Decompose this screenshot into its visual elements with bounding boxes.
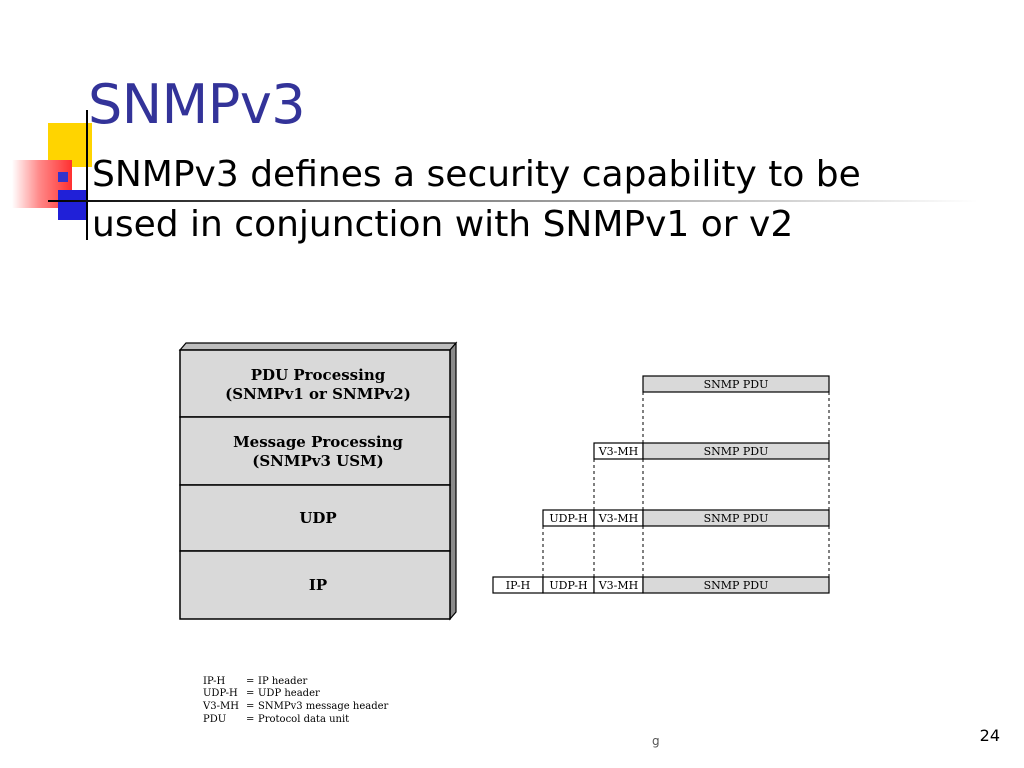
encapsulation-diagram xyxy=(493,376,829,593)
stack-top-face xyxy=(180,343,456,350)
row3-snmp-pdu-label: SNMP PDU xyxy=(703,512,769,525)
legend-eq-2: = xyxy=(246,688,255,699)
legend-meaning-1: IP header xyxy=(258,676,308,687)
stack-side-face xyxy=(450,343,456,619)
stack-layer-message-processing xyxy=(180,417,450,485)
layer-2-line-2: (SNMPv3 USM) xyxy=(252,452,384,470)
dashed-guides xyxy=(543,392,829,577)
legend-meaning-2: UDP header xyxy=(258,688,320,699)
row4-iph-label: IP-H xyxy=(505,579,531,592)
row4-udph-label: UDP-H xyxy=(549,579,588,592)
row2-snmp-pdu-label: SNMP PDU xyxy=(703,445,769,458)
legend-abbr-3: V3-MH xyxy=(203,701,239,712)
row4-v3mh-label: V3-MH xyxy=(598,579,639,592)
layer-3-label: UDP xyxy=(299,509,337,527)
bullet-line-2: used in conjunction with SNMPv1 or v2 xyxy=(92,204,794,245)
legend-abbr-2: UDP-H xyxy=(203,688,238,699)
layer-2-line-1: Message Processing xyxy=(233,433,403,451)
row4-snmp-pdu-label: SNMP PDU xyxy=(703,579,769,592)
legend-eq-1: = xyxy=(246,676,255,687)
protocol-stack xyxy=(180,343,456,619)
legend-meaning-3: SNMPv3 message header xyxy=(258,701,389,712)
layer-4-label: IP xyxy=(308,576,328,594)
row2-v3mh-label: V3-MH xyxy=(598,445,639,458)
legend-abbr-4: PDU xyxy=(203,714,227,725)
row1-snmp-pdu-label: SNMP PDU xyxy=(703,378,769,391)
page-number: 24 xyxy=(979,726,1000,745)
row3-udph-label: UDP-H xyxy=(549,512,588,525)
bullet-line-1: SNMPv3 defines a security capability to be xyxy=(92,154,861,195)
legend xyxy=(202,676,389,725)
legend-abbr-1: IP-H xyxy=(203,676,226,687)
layer-1-line-2: (SNMPv1 or SNMPv2) xyxy=(225,385,411,403)
slide-title: SNMPv3 xyxy=(88,73,306,136)
legend-eq-4: = xyxy=(246,714,255,725)
layer-1-line-1: PDU Processing xyxy=(250,366,386,384)
row3-v3mh-label: V3-MH xyxy=(598,512,639,525)
footer-mark: g xyxy=(652,734,660,748)
legend-meaning-4: Protocol data unit xyxy=(258,714,350,725)
legend-eq-3: = xyxy=(246,701,255,712)
